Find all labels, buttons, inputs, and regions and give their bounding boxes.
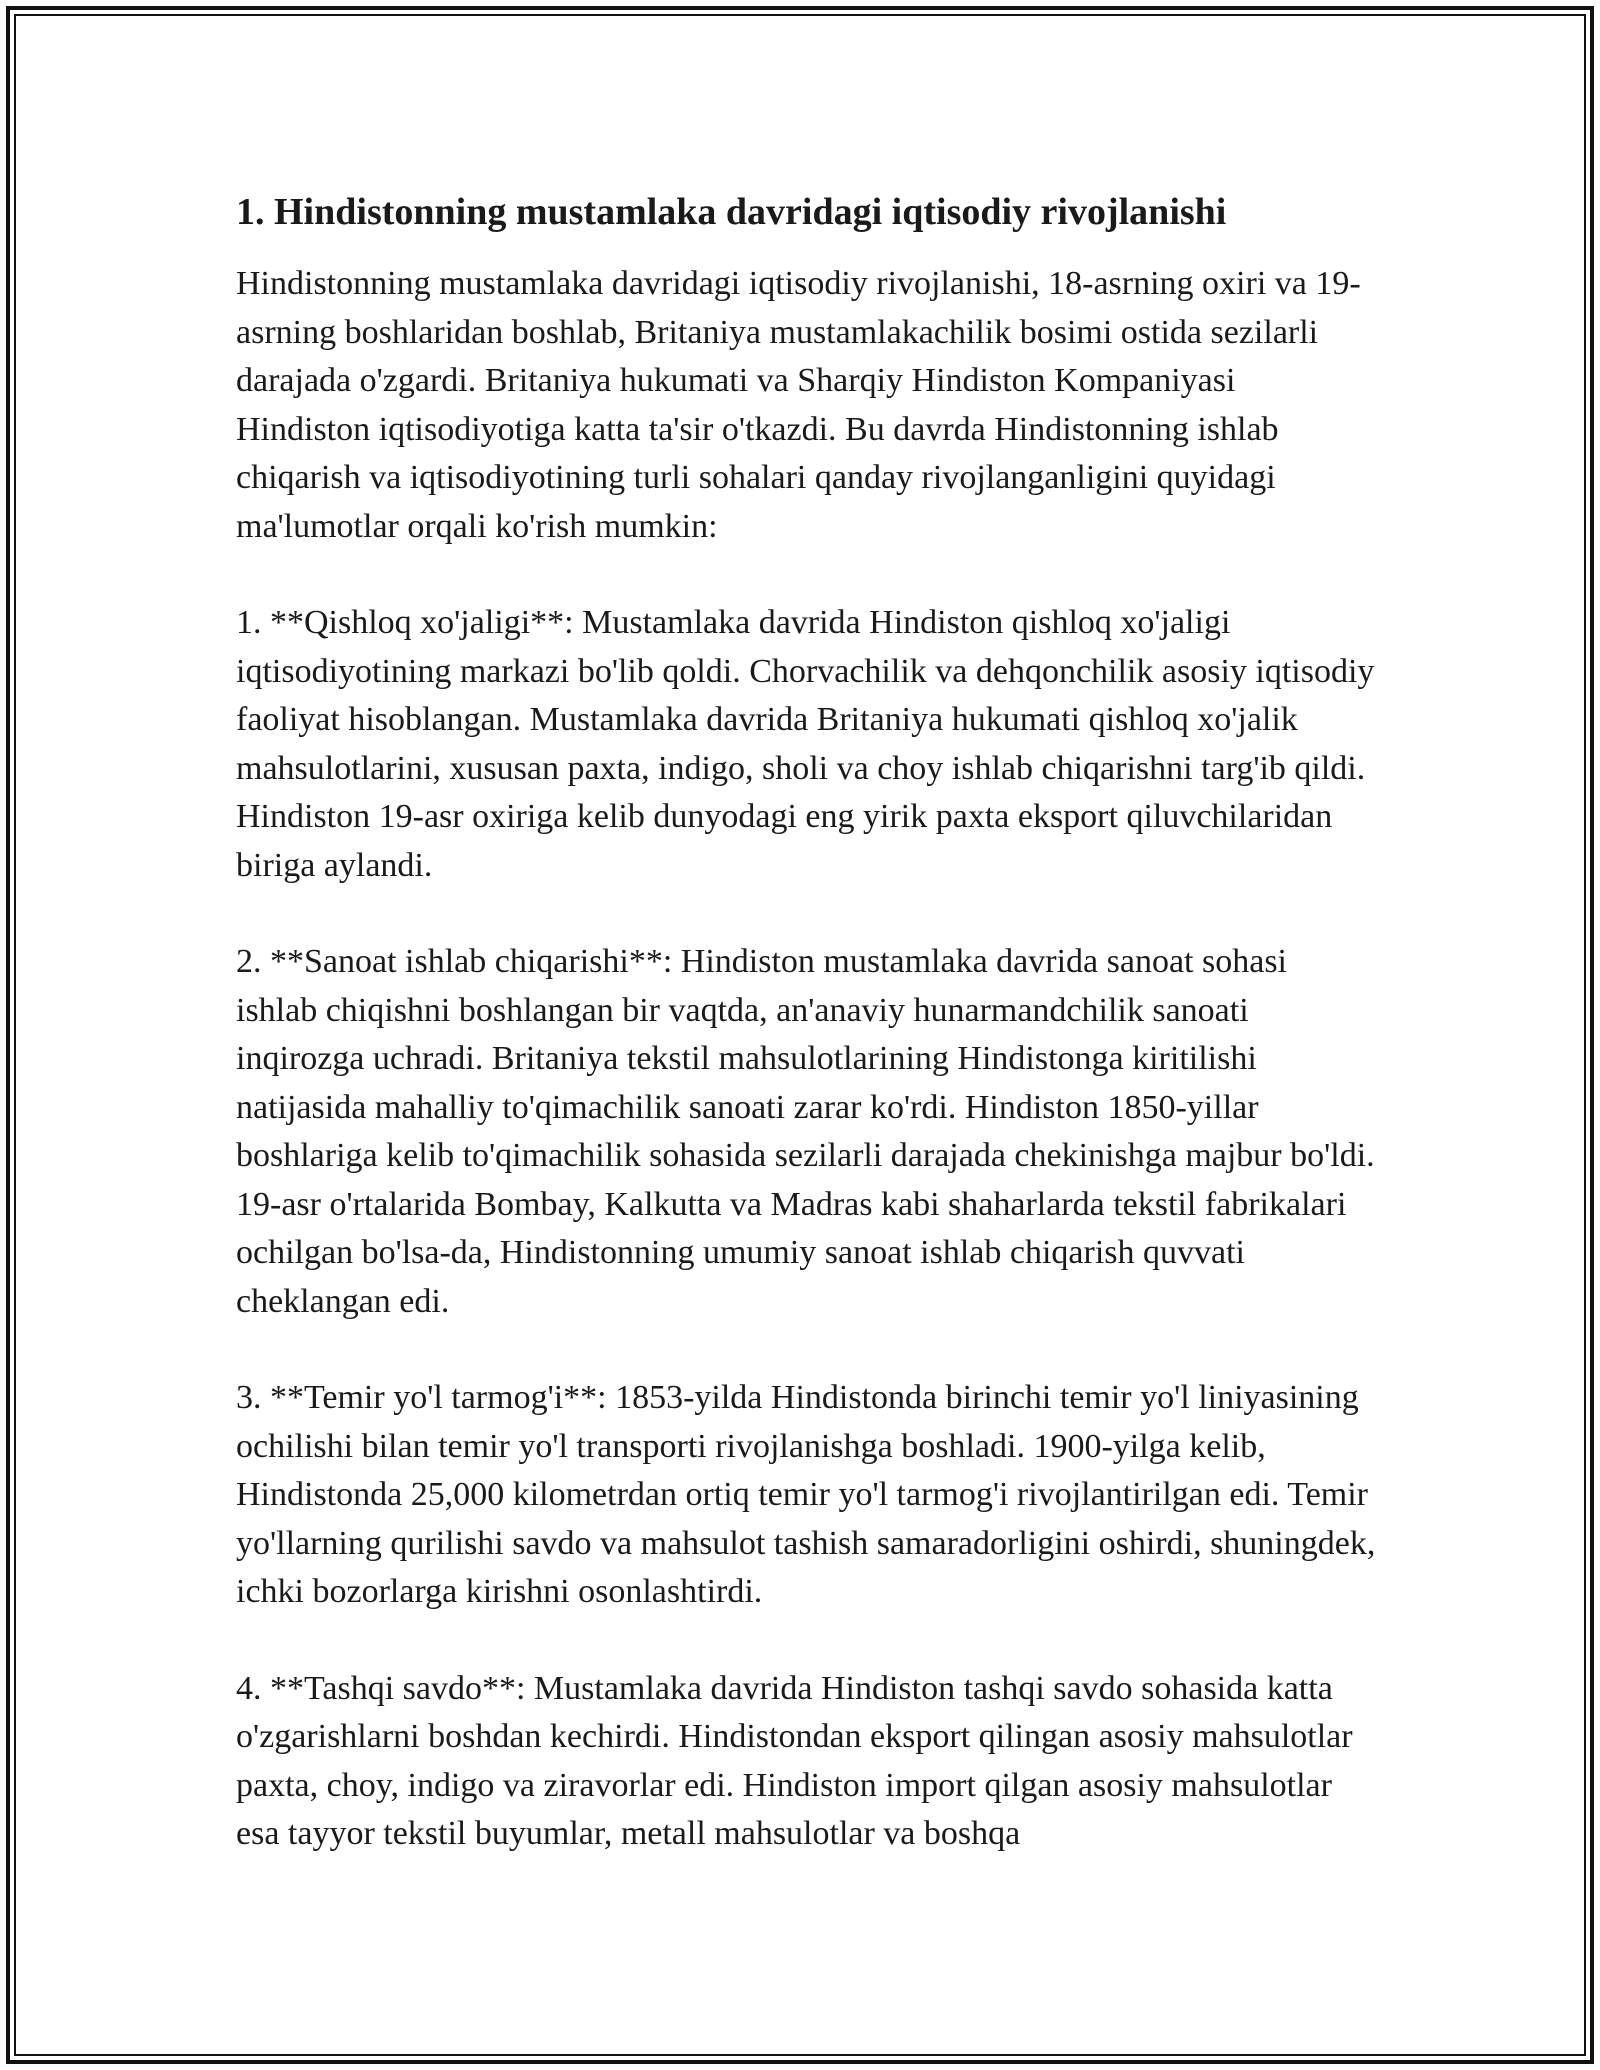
paragraph-railway: 3. **Temir yo'l tarmog'i**: 1853-yilda Hindistonda birinchi temir yo'l liniyasining ochilishi bilan temir yo'l transporti rivojlanishga boshladi. 1900-yilga kelib, Hindistonda 25,000 kilometrdan ortiq temir yo'l tarmog'i rivojlantirilgan edi. Temir yo'llarning qurilishi savdo va mahsulot tashish samaradorligini oshirdi, shuningdek, ichki bozorlarga kirishni osonlashtirdi.	[236, 1379, 1376, 1610]
paragraph-industry: 2. **Sanoat ishlab chiqarishi**: Hindiston mustamlaka davrida sanoat sohasi ishlab chiqishni boshlangan bir vaqtda, an'anaviy hunarmandchilik sanoati inqirozga uchradi. Britaniya tekstil mahsulotlarining Hindistonga kiritilishi natijasida mahalliy to'qimachilik sanoati zarar ko'rdi. Hindiston 1850-yillar boshlariga kelib to'qimachilik sohasida sezilarli darajada chekinishga majbur bo'ldi. 19-asr o'rtalarida Bombay, Kalkutta va Madras kabi shaharlarda tekstil fabrikalari ochilgan bo'lsa-da, Hindistonning umumiy sanoat ishlab chiqarish quvvati cheklangan edi.	[236, 943, 1375, 1320]
paragraph-foreign-trade: 4. **Tashqi savdo**: Mustamlaka davrida Hindiston tashqi savdo sohasida katta o'zgarishlarni boshdan kechirdi. Hindistondan eksport qilingan asosiy mahsulotlar paxta, choy, indigo va ziravorlar edi. Hindiston import qilgan asosiy mahsulotlar esa tayyor tekstil buyumlar, metall mahsulotlar va boshqa	[236, 1669, 1353, 1852]
paragraph-agriculture: 1. **Qishloq xo'jaligi**: Mustamlaka davrida Hindiston qishloq xo'jaligi iqtisodiyotining markazi bo'lib qoldi. Chorvachilik va dehqonchilik asosiy iqtisodiy faoliyat hisoblangan. Mustamlaka davrida Britaniya hukumati qishloq xo'jalik mahsulotlarini, xususan paxta, indigo, sholi va choy ishlab chiqarishni targ'ib qildi. Hindiston 19-asr oxiriga kelib dunyodagi eng yirik paxta eksport qiluvchilaridan biriga aylandi.	[236, 604, 1375, 884]
document-body	[236, 186, 1376, 1907]
paragraph-intro: Hindistonning mustamlaka davridagi iqtisodiy rivojlanishi, 18-asrning oxiri va 19-asrning boshlaridan boshlab, Britaniya mustamlakachilik bosimi ostida sezilarli darajada o'zgardi. Britaniya hukumati va Sharqiy Hindiston Kompaniyasi Hindiston iqtisodiyotiga katta ta'sir o'tkazdi. Bu davrda Hindistonning ishlab chiqarish va iqtisodiyotining turli sohalari qanday rivojlanganligini quyidagi ma'lumotlar orqali ko'rish mumkin:	[236, 265, 1361, 545]
document-title: 1. Hindistonning mustamlaka davridagi iqtisodiy rivojlanishi	[236, 191, 1227, 233]
